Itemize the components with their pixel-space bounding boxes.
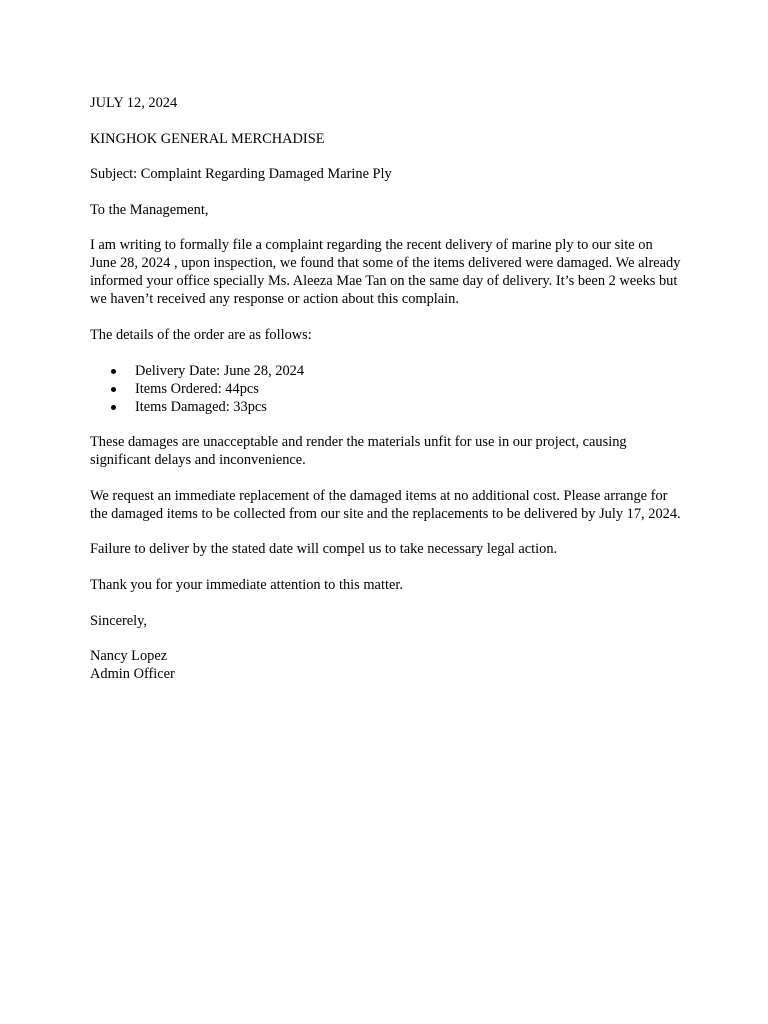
- bullet-icon: [111, 369, 116, 374]
- detail-items-ordered: Items Ordered: 44pcs: [135, 380, 259, 397]
- list-item: [90, 362, 682, 380]
- detail-delivery-date: Delivery Date: June 28, 2024: [135, 362, 305, 379]
- signer-title: Admin Officer: [90, 666, 175, 683]
- letter-body: [90, 94, 682, 683]
- letter-paragraph-request: We request an immediate replacement of the damaged items at no additional cost. Please arrange for the damaged items to be collected from our site and the replacements to be delivered by July 17, 2024.: [90, 487, 681, 522]
- letter-paragraph-thanks: Thank you for your immediate attention to this matter.: [90, 576, 403, 593]
- letter-paragraph-impact: These damages are unacceptable and render the materials unfit for use in our project, causing significant delays and inconvenience.: [90, 434, 627, 469]
- signer-name: Nancy Lopez: [90, 648, 168, 665]
- list-item: [90, 398, 682, 416]
- list-item: [90, 380, 682, 398]
- bullet-icon: [111, 405, 116, 410]
- letter-paragraph-warning: Failure to deliver by the stated date will compel us to take necessary legal action.: [90, 541, 558, 558]
- bullet-icon: [111, 387, 116, 392]
- letter-salutation: To the Management,: [90, 201, 209, 218]
- letter-details-intro: The details of the order are as follows:: [90, 326, 312, 343]
- letter-closing: Sincerely,: [90, 612, 148, 629]
- letter-recipient: KINGHOK GENERAL MERCHADISE: [90, 130, 325, 147]
- letter-paragraph-complaint: I am writing to formally file a complaint regarding the recent delivery of marine ply to our site on June 28, 2024 , upon inspection, we found that some of the items delivered were damaged. We already informed your office specially Ms. Aleeza Mae Tan on the same day of delivery. It’s been 2 weeks but we haven’t received any response or action about this complain.: [90, 237, 681, 308]
- letter-date: JULY 12, 2024: [90, 95, 178, 111]
- letter-subject: Subject: Complaint Regarding Damaged Marine Ply: [90, 166, 392, 183]
- order-details-list: [90, 362, 682, 416]
- detail-items-damaged: Items Damaged: 33pcs: [135, 398, 267, 415]
